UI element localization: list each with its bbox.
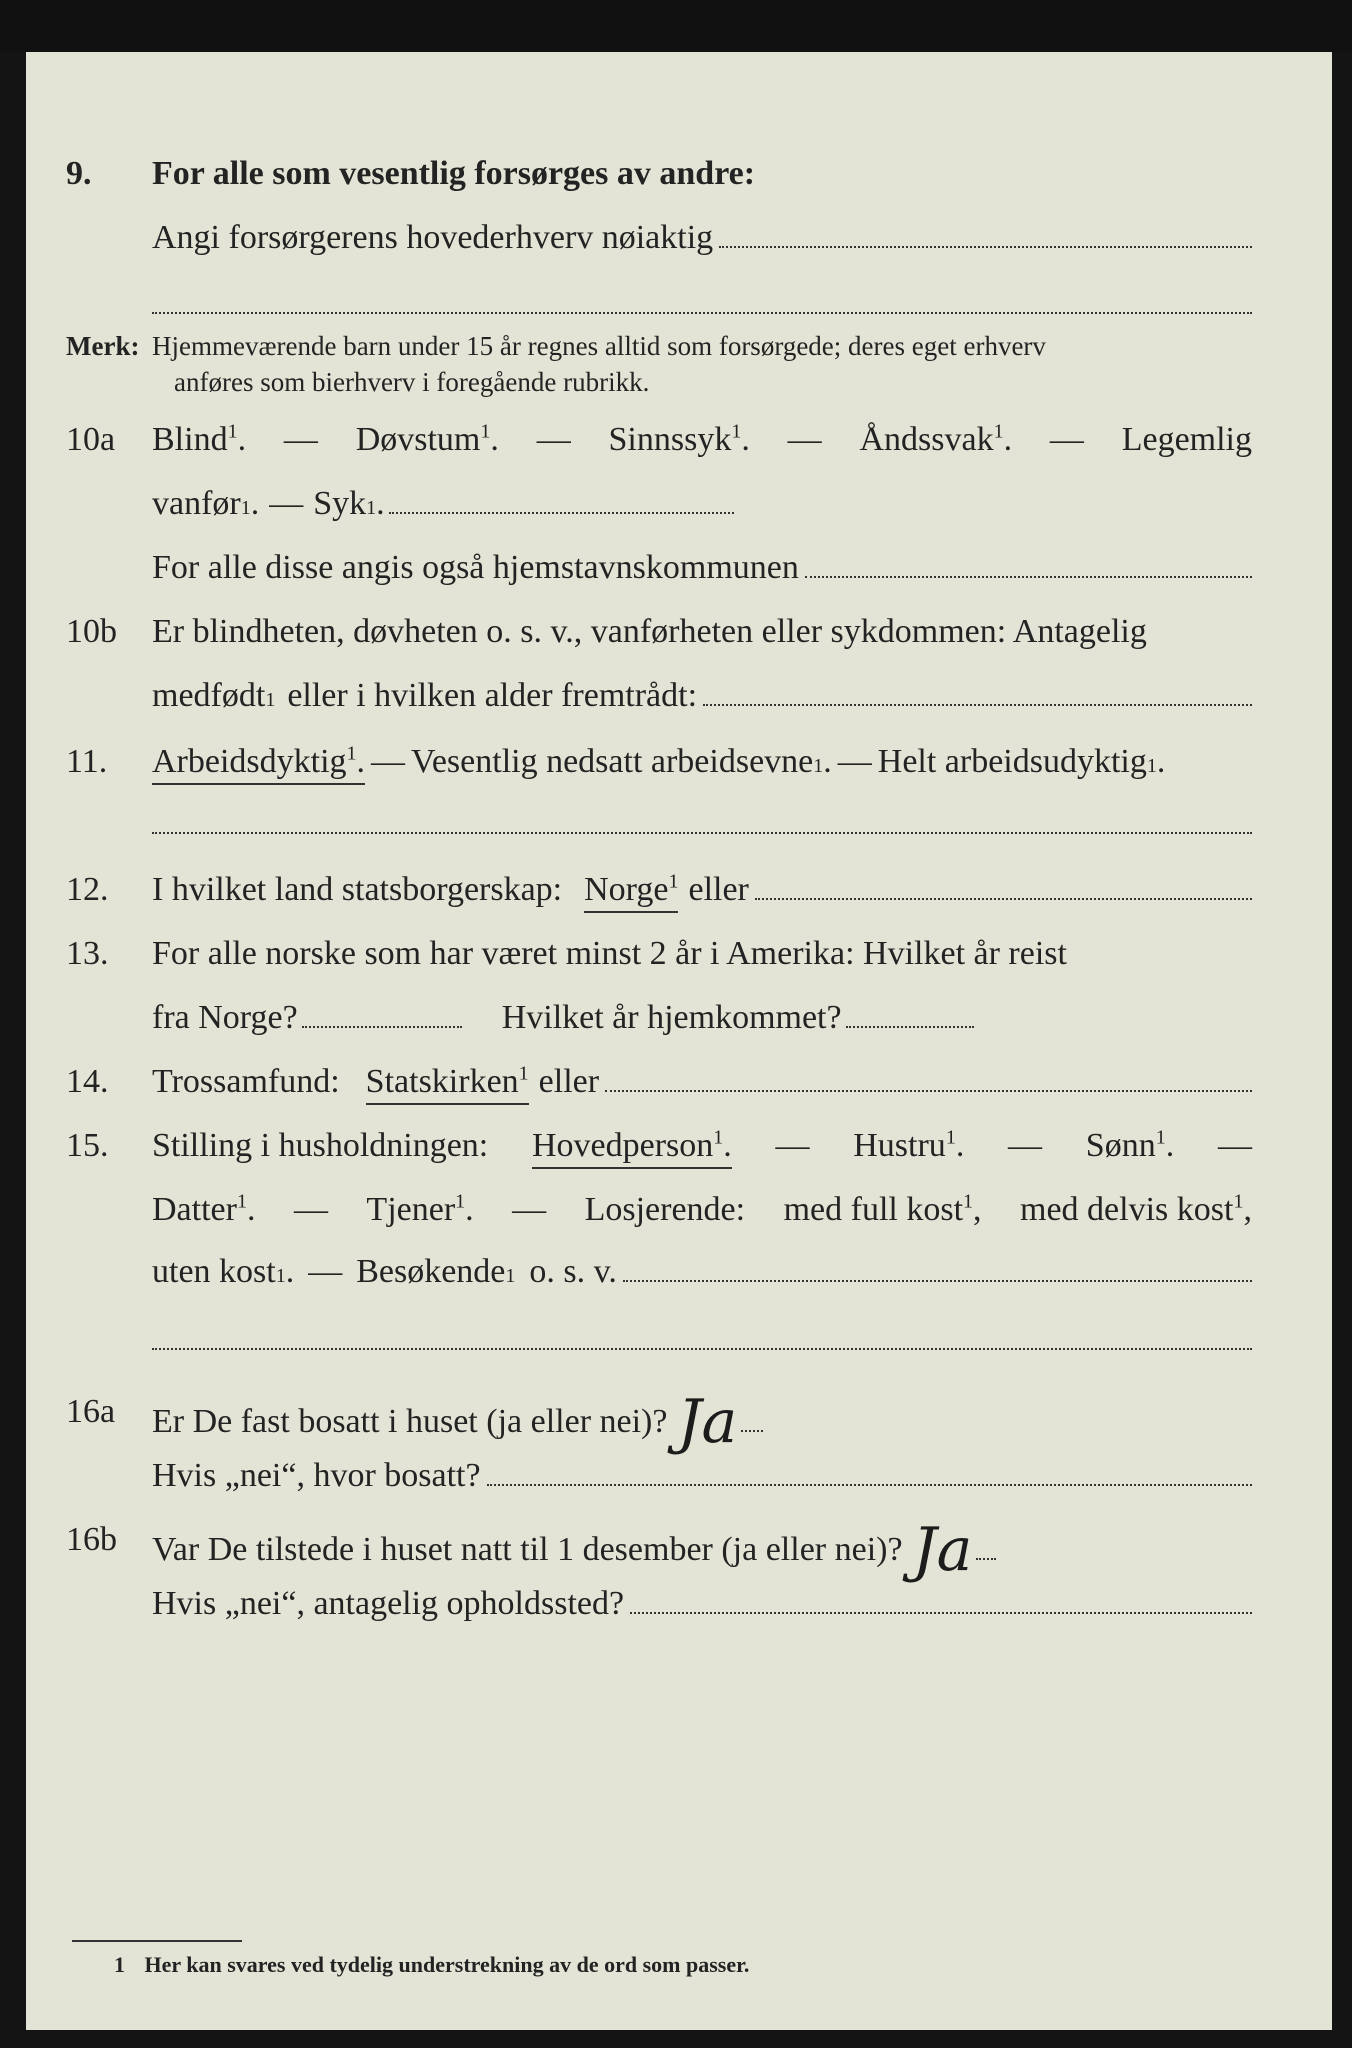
q12-question: I hvilket land statsborgerskap: [152, 871, 563, 908]
option-vanfor[interactable]: vanfør [152, 485, 241, 522]
q14-answer-field[interactable] [605, 1064, 1252, 1092]
option-datter[interactable]: Datter [152, 1191, 237, 1228]
option-sinnssyk[interactable]: Sinnssyk [608, 421, 732, 458]
option-sonn[interactable]: Sønn [1085, 1127, 1156, 1164]
option-hovedperson-underlined[interactable]: Hovedperson$^1$. [532, 1126, 732, 1169]
q10a-hometown-question: For alle disse angis også hjemstavnskommunen [152, 549, 799, 586]
q16a-question: Er De fast bosatt i huset (ja eller nei)? [152, 1403, 668, 1440]
q16b-question: Var De tilstede i huset natt til 1 desember (ja eller nei)? [152, 1531, 903, 1568]
option-syk[interactable]: Syk [313, 485, 367, 522]
footnote [114, 1952, 749, 1978]
q10a-hometown-field[interactable] [805, 550, 1252, 578]
merk-line1: Hjemmeværende barn under 15 år regnes alltid som forsørgede; deres eget erhverv [152, 331, 1046, 361]
q9-heading: For alle som vesentlig forsørges av andre: [152, 155, 756, 192]
option-legemlig[interactable]: Legemlig [1121, 421, 1252, 458]
q13-left-question: fra Norge? [152, 999, 298, 1036]
option-losjerende[interactable]: Losjerende: [584, 1191, 746, 1228]
q14-question: Trossamfund: [152, 1063, 340, 1100]
q10b-question: Er blindheten, døvheten o. s. v., vanførheten eller sykdommen: Antagelig [152, 613, 1147, 650]
option-andssvak[interactable]: Åndssvak [859, 421, 994, 458]
q13-question: For alle norske som har været minst 2 år i Amerika: Hvilket år reist [152, 935, 1067, 972]
q13-returned-field[interactable] [846, 1000, 974, 1028]
q10b-answer-field[interactable] [703, 678, 1252, 706]
q9-number: 9. [66, 155, 92, 192]
option-norge-underlined[interactable]: Norge$^1$ [584, 870, 678, 913]
q15-answer-field[interactable] [623, 1254, 1252, 1282]
q9-question: Angi forsørgerens hovederhverv nøiaktig [152, 219, 714, 256]
option-delvis-kost[interactable]: med delvis kost [1020, 1191, 1234, 1228]
option-uten-kost[interactable]: uten kost [152, 1253, 276, 1290]
q10a-answer-field[interactable] [389, 486, 734, 514]
option-tjener[interactable]: Tjener [366, 1191, 456, 1228]
q13-number: 13. [66, 935, 109, 972]
option-arbeidsudyktig[interactable]: Helt arbeidsudyktig [877, 743, 1147, 780]
q15-question: Stilling i husholdningen: [152, 1127, 489, 1164]
q16a-answer-field[interactable] [487, 1458, 1252, 1486]
option-blind[interactable]: Blind [152, 421, 228, 458]
q16b-handwritten-answer[interactable]: Ja [912, 1515, 973, 1585]
q16a-number: 16a [66, 1393, 116, 1430]
q10b-number: 10b [66, 613, 117, 650]
q16b-number: 16b [66, 1521, 117, 1558]
option-arbeidsdyktig-underlined[interactable]: Arbeidsdyktig$^1$. [152, 742, 365, 785]
option-hustru[interactable]: Hustru [853, 1127, 946, 1164]
footnote-text: Her kan svares ved tydelig understrekning av de ord som passer. [144, 1952, 750, 1977]
merk-label: Merk: [66, 331, 140, 361]
q15-number: 15. [66, 1127, 109, 1164]
option-nedsatt-arbeidsevne[interactable]: Vesentlig nedsatt arbeidsevne [411, 743, 814, 780]
q13-left-field[interactable] [302, 1000, 462, 1028]
q11-extra-line[interactable] [152, 832, 1252, 834]
q16b-answer-field[interactable] [630, 1586, 1252, 1614]
q12-number: 12. [66, 871, 109, 908]
option-statskirken-underlined[interactable]: Statskirken$^1$ [366, 1062, 529, 1105]
q10a-number: 10a [66, 421, 116, 458]
q16a-handwritten-answer[interactable]: Ja [677, 1387, 738, 1457]
q14-number: 14. [66, 1063, 109, 1100]
option-medfodt[interactable]: medfødt [152, 677, 266, 714]
q15-extra-line[interactable] [152, 1348, 1252, 1350]
option-full-kost[interactable]: med full kost [783, 1191, 964, 1228]
q12-answer-field[interactable] [755, 872, 1252, 900]
footnote-mark: 1 [114, 1952, 125, 1977]
scan-top-edge [0, 0, 1352, 52]
q13-returned-question: Hvilket år hjemkommet? [501, 999, 842, 1036]
census-form-page: 9. For alle som vesentlig forsørges av andre: Angi forsørgerens hovederhverv nøiaktig Merk: Hjemmeværende barn under 15 år regnes alltid som forsørgede; deres eget erhverv anføres som bierhverv i foregående rubrikk. 10a Blind$^1$. — Døvstum$^1$. — Sinnssyk$^1$. — Åndssvak$^1$. — Legemlig vanfør 1 . — Syk 1 . For alle disse angis også hjemstavnskommunen 10b Er blindheten, døvheten o. s. v., vanførheten eller sykdommen: Antagelig medfødt 1 eller i hvilken alder fremtrådt: 11. Arbeidsdyktig$^1$. — Vesentlig nedsatt arbeidsevne 1 . — Helt arbeidsudyktig 1 . 12. I hvilket land statsborgerskap: Norge$^1$ eller 13. For alle norske som har været minst 2 år i Amerika: Hvilket år reist fra Norge? Hvilket år hjemkommet? 14. Trossamfund: Statskirken$^1$ eller 15. Stilling i husholdningen: Hovedperson$^1$. — Hustru$^1$. — Sønn$^1$. — Datter$^1$. — Tjener$^1$. — Losjerende: med full kost$^1$, med delvis kost$^1$, uten kost 1 . — Besøkende 1 o. s. v. 16a Er De fast bosatt i huset (ja eller nei)? Ja Hvis „nei“, hvor bosatt? 16b Var De tilstede i huset natt til 1 desember (ja eller nei)? Ja Hvis „nei“, antagelig opholdssted? 1 Her kan svares ved tydelig understrekning av de ord som passer. [26, 52, 1332, 2030]
q10b-age-question: eller i hvilken alder fremtrådt: [287, 677, 698, 714]
option-besokende[interactable]: Besøkende [356, 1253, 506, 1290]
footnote-divider [72, 1940, 242, 1942]
q9-answer-field[interactable] [719, 220, 1252, 248]
q16a-followup-question: Hvis „nei“, hvor bosatt? [152, 1457, 481, 1494]
option-dovstum[interactable]: Døvstum [355, 421, 481, 458]
q11-number: 11. [66, 743, 108, 780]
q9-extra-line[interactable] [152, 312, 1252, 314]
merk-line2: anføres som bierhverv i foregående rubrikk. [174, 367, 650, 397]
q16b-followup-question: Hvis „nei“, antagelig opholdssted? [152, 1585, 625, 1622]
